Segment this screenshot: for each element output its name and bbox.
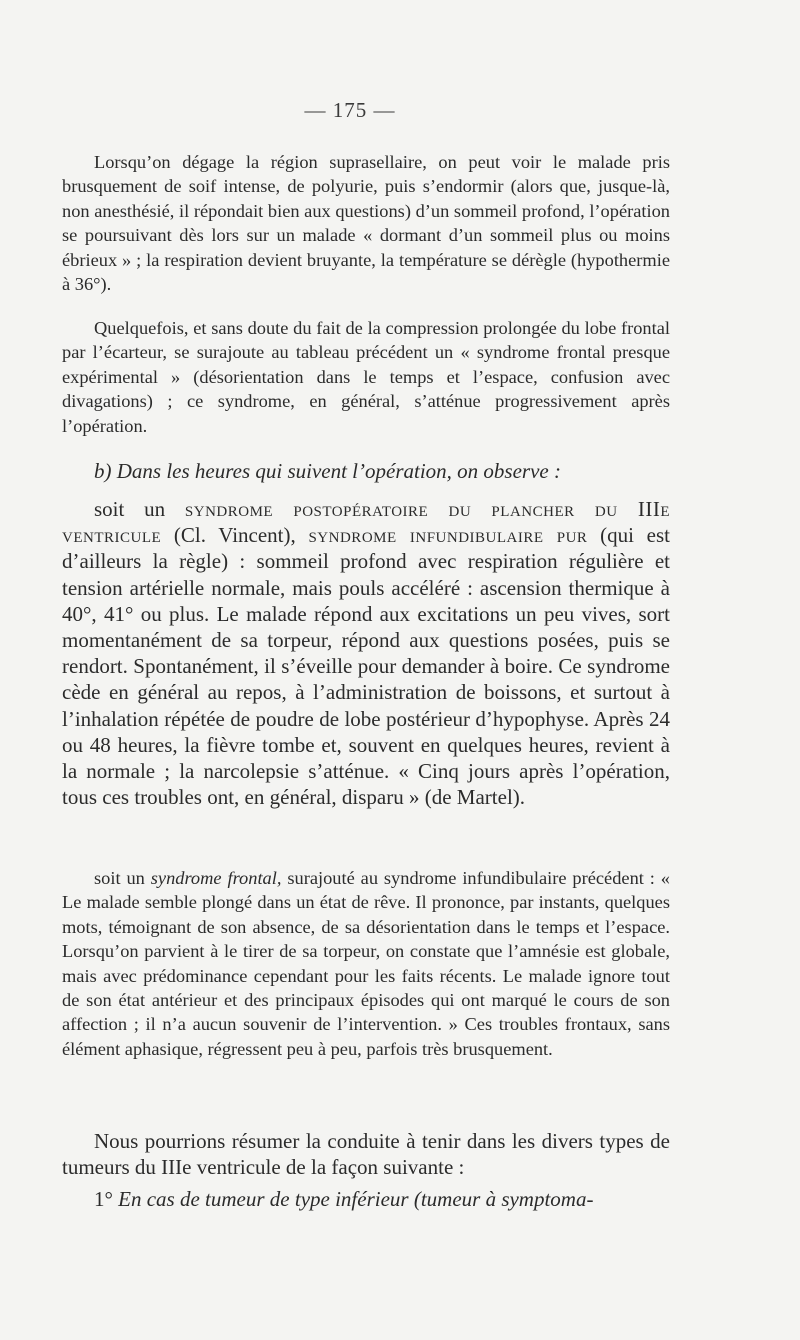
paragraph-3 [62,496,670,810]
paragraph-5: Nous pourrions résumer la conduite à tenir dans les divers types de tumeurs du IIIe ventricule de la façon suivante : [62,1129,670,1180]
paragraph-6-block [62,1186,670,1212]
paragraph-4-lead: soit un [94,868,151,888]
paragraph-2-block [62,316,670,438]
paragraph-3-lead: soit un [94,497,185,521]
paragraph-3-body: (qui est d’ailleurs la règle) : sommeil profond avec respiration régulière et tension artérielle normale, mais pouls accéléré : ascension thermique à 40°, 41° ou plus. Le malade répond aux excitations un peu vives, sort momentanément de sa torpeur, répond aux questions posées, puis se rendort. Spontanément, il s’éveille pour demander à boire. Ce syndrome cède en général au repos, à l’administration de boissons, et surtout à l’inhalation répétée de poudre de lobe postérieur d’hypophyse. Après 24 ou 48 heures, la fièvre tombe et, souvent en quelques heures, revient à la normale ; la narcolepsie s’atténue. « Cinq jours après l’opération, tous ces troubles ont, en général, disparu » (de Martel). [62,523,671,810]
paragraph-3-mid: (Cl. Vincent), [161,523,309,548]
page-number: — 175 — [304,98,396,122]
paragraph-3-block [62,496,670,810]
paragraph-6-italic: En cas de tumeur de type inférieur (tumeur à symptoma- [118,1187,594,1211]
syndrome-postoperatoire-term: syndrome postopératoire du plancher du IIIe ventricule [62,497,670,548]
syndrome-frontal-term: syndrome frontal, [150,868,282,888]
section-heading-b: b) Dans les heures qui suivent l’opération, on observe : [94,459,561,483]
paragraph-4-block [62,866,670,1061]
paragraph-2: Quelquefois, et sans doute du fait de la compression prolongée du lobe frontal par l’écarteur, se surajoute au tableau précédent un « syndrome frontal presque expérimental » (désorientation dans le temps et l’espace, confusion avec divagations) ; ce syndrome, en général, s’atténue progressivement après l’opération. [62,318,670,436]
list-number: 1° [94,1187,119,1211]
paragraph-5-block [62,1128,670,1180]
paragraph-4-body: surajouté au syndrome infundibulaire précédent : « Le malade semble plongé dans un état de rêve. Il prononce, par instants, quelques mots, témoignant de son absence, de sa désorientation dans le temps et l’espace. Lorsqu’on parvient à le tirer de sa torpeur, on constate que l’amnésie est globale, mais avec prédominance cependant pour les faits récents. Le malade ignore tout de son état antérieur et des principaux épisodes qui ont marqué le cours de son affection ; il n’a aucun souvenir de l’intervention. » Ces troubles frontaux, sans élément aphasique, régressent peu à peu, parfois très brusquement. [62,868,670,1059]
syndrome-infundibulaire-term: syndrome infundibulaire pur [308,523,588,548]
section-heading-b-block [62,458,670,484]
paragraph-1-block [62,150,670,296]
paragraph-6 [62,1186,670,1212]
paragraph-1: Lorsqu’on dégage la région suprasellaire, on peut voir le malade pris brusquement de soif intense, de polyurie, puis s’endormir (alors que, jusque-là, non anesthésié, il répondait bien aux questions) d’un sommeil profond, l’opération se poursuivant dès lors sur un malade « dormant d’un sommeil plus ou moins ébrieux » ; la respiration devient bruyante, la température se dérègle (hypothermie à 36°). [62,152,670,295]
paragraph-4 [62,866,670,1061]
